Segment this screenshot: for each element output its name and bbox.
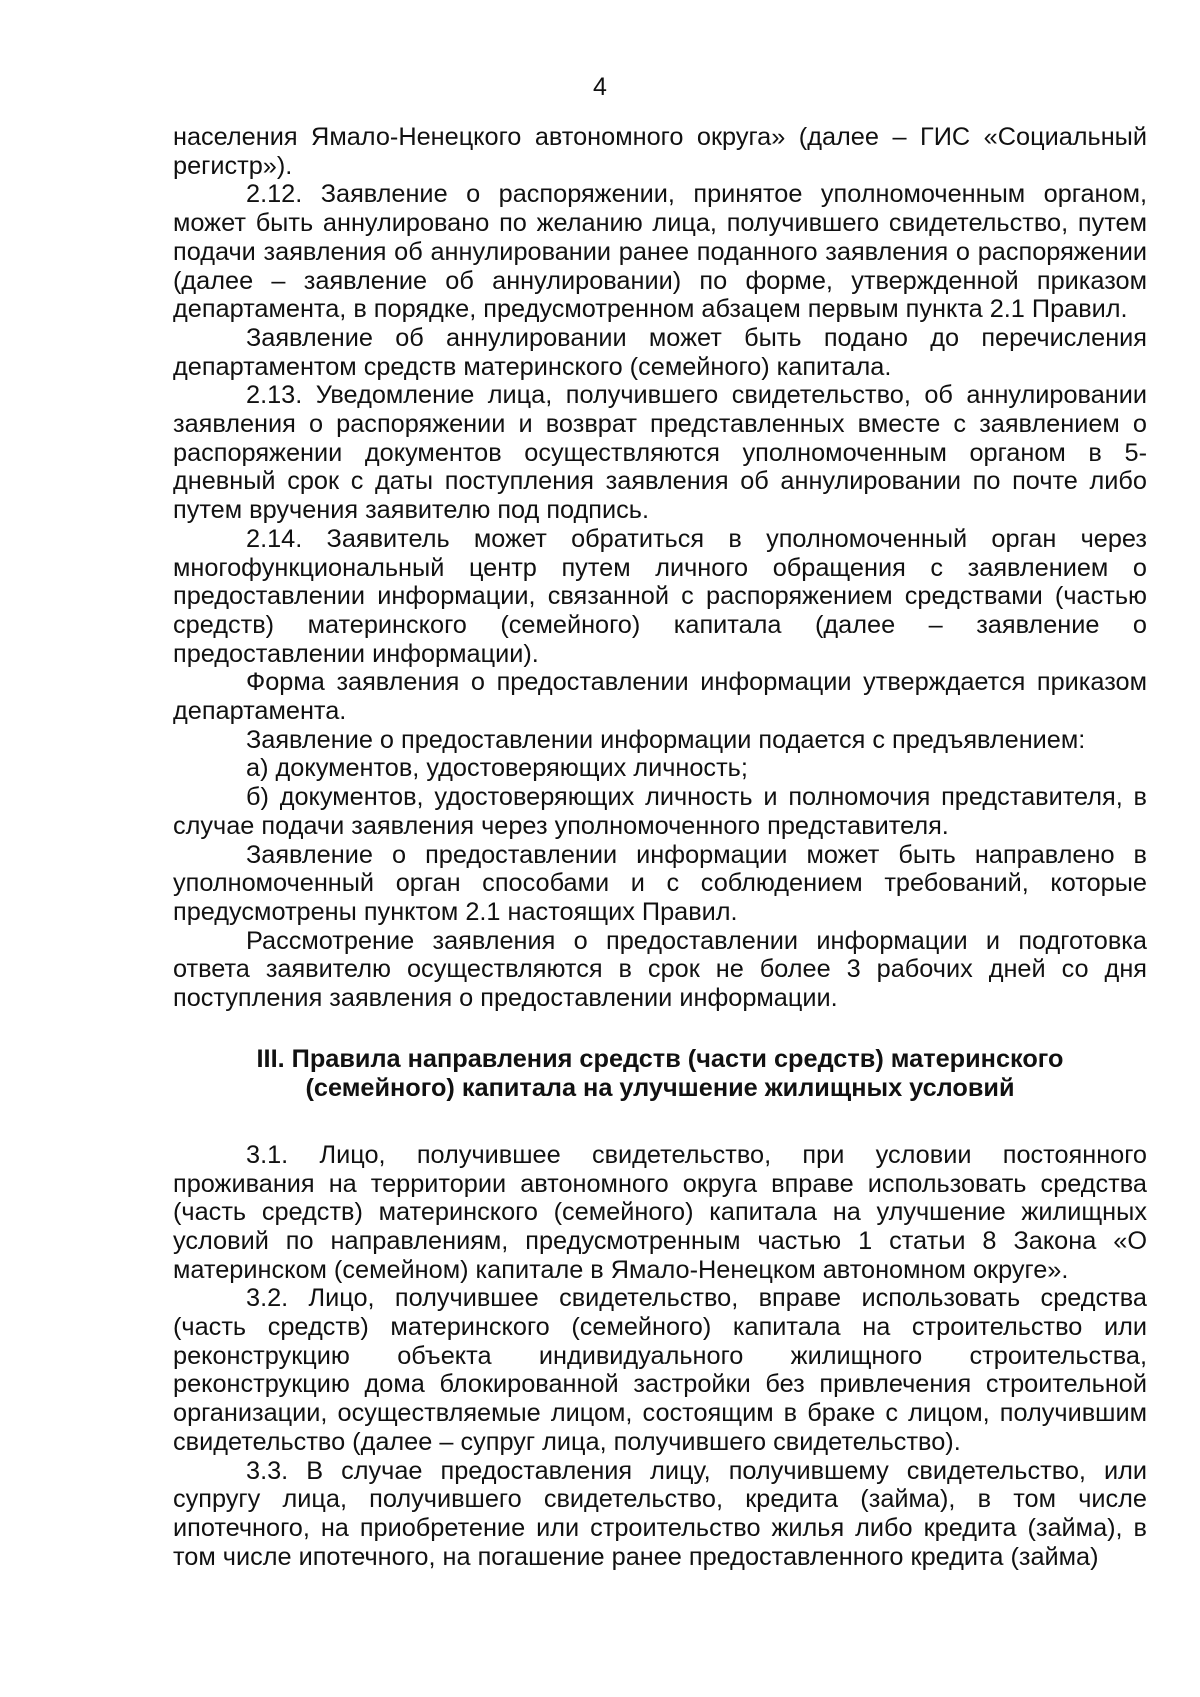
paragraph: Заявление об аннулировании может быть подано до перечисления департаментом средств материнского (семейного) капитала. [173,323,1147,381]
paragraph: 3.2. Лицо, получившее свидетельство, вправе использовать средства (часть средств) материнского (семейного) капитала на строительство или реконструкцию объекта индивидуального жилищного строительства, реконструкцию дома блокированной застройки без привлечения строительной организации, осуществляемые лицом, состоящим в браке с лицом, получившим свидетельство (далее – супруг лица, получившего свидетельство). [173,1284,1147,1456]
section-heading-line: III. Правила направления средств (части средств) материнского [256,1044,1064,1073]
paragraph: Форма заявления о предоставлении информации утверждается приказом департамента. [173,668,1147,726]
section-heading [173,1045,1147,1103]
paragraph: населения Ямало-Ненецкого автономного округа» (далее – ГИС «Социальный регистр»). [173,123,1147,180]
paragraph: Рассмотрение заявления о предоставлении информации и подготовка ответа заявителю осуществляются в срок не более 3 рабочих дней со дня поступления заявления о предоставлении информации. [173,926,1147,1013]
paragraph: Заявление о предоставлении информации может быть направлено в уполномоченный орган способами и с соблюдением требований, которые предусмотрены пунктом 2.1 настоящих Правил. [173,840,1147,926]
paragraph: 3.3. В случае предоставления лицу, получившему свидетельство, или супругу лица, получившего свидетельство, кредита (займа), в том числе ипотечного, на приобретение или строительство жилья либо кредита (займа), в том числе ипотечного, на погашение ранее предоставленного кредита (займа) [173,1456,1147,1571]
paragraph: 2.13. Уведомление лица, получившего свидетельство, об аннулировании заявления о распоряжении и возврат представленных вместе с заявлением о распоряжении документов осуществляются уполномоченным органом в 5-дневный срок с даты поступления заявления об аннулировании по почте либо путем вручения заявителю под подпись. [173,381,1147,525]
paragraph: Заявление о предоставлении информации подается с предъявлением: [246,725,1086,754]
page-number: 4 [593,73,607,101]
paragraph: а) документов, удостоверяющих личность; [246,754,748,783]
document-body [173,123,1147,1571]
paragraph: 2.12. Заявление о распоряжении, принятое уполномоченным органом, может быть аннулировано по желанию лица, получившего свидетельство, путем подачи заявления об аннулировании ранее поданного заявления о распоряжении (далее – заявление об аннулировании) по форме, утвержденной приказом департамента, в порядке, предусмотренном абзацем первым пункта 2.1 Правил. [173,180,1147,324]
paragraph: 3.1. Лицо, получившее свидетельство, при условии постоянного проживания на территории автономного округа вправе использовать средства (часть средств) материнского (семейного) капитала на улучшение жилищных условий по направлениям, предусмотренным частью 1 статьи 8 Закона «О материнском (семейном) капитале в Ямало-Ненецком автономном округе». [173,1140,1147,1284]
paragraph: 2.14. Заявитель может обратиться в уполномоченный орган через многофункциональный центр путем личного обращения с заявлением о предоставлении информации, связанной с распоряжением средствами (частью средств) материнского (семейного) капитала (далее – заявление о предоставлении информации). [173,524,1147,668]
section-heading-line: (семейного) капитала на улучшение жилищных условий [305,1073,1015,1102]
paragraph: б) документов, удостоверяющих личность и полномочия представителя, в случае подачи заявления через уполномоченного представителя. [173,783,1147,840]
